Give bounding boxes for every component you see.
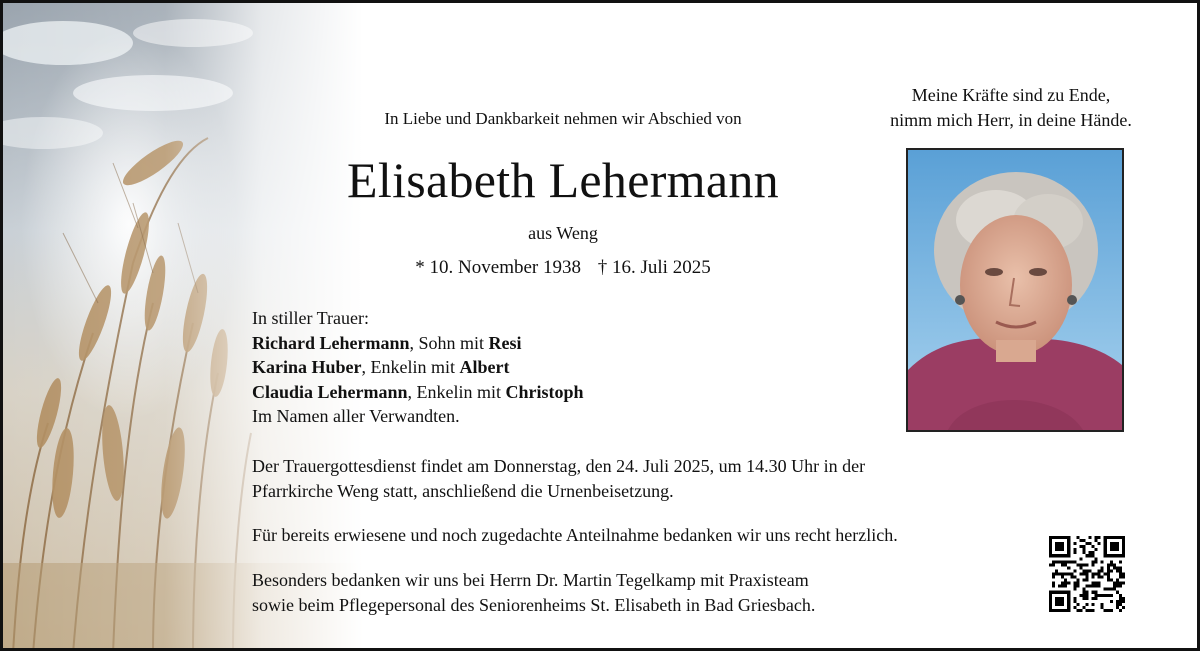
mourners-closing: Im Namen aller Verwandten. [252,406,460,426]
service-info [252,454,1012,504]
verse [861,83,1161,133]
mourner-relation: , Enkelin mit [361,357,460,377]
deceased-name: Elisabeth Lehermann [347,152,779,208]
thanks-line: Besonders bedanken wir uns bei Herrn Dr. Martin Tegelkamp mit Praxisteam [252,570,809,590]
life-dates [263,257,863,279]
service-line: Der Trauergottesdienst findet am Donnerstag, den 24. Juli 2025, um 14.30 Uhr in der [252,456,866,476]
mourner-entry [252,355,584,380]
mourner-entry [252,380,584,405]
qr-code-icon[interactable] [1049,536,1125,612]
mourner-partner: Resi [488,332,522,353]
intro-text: In Liebe und Dankbarkeit nehmen wir Abschied von [384,109,742,128]
birth-date: * 10. November 1938 [415,257,581,278]
mourner-relation: , Enkelin mit [407,381,506,402]
origin-text: aus Weng [528,223,598,243]
mourner-relation: , Sohn mit [409,332,489,353]
portrait-photo-icon [906,148,1124,432]
mourner-name: Claudia Lehermann [252,381,408,402]
mourner-partner: Albert [459,357,510,377]
mourner-name: Richard Lehermann [252,332,410,353]
death-date: † 16. Juli 2025 [597,257,711,278]
mourners-list [252,306,584,429]
thanks-special [252,568,1012,618]
verse-line: nimm mich Herr, in deine Hände. [890,110,1132,130]
verse-line: Meine Kräfte sind zu Ende, [911,85,1111,105]
thanks-line: sowie beim Pflegepersonal des Seniorenheims St. Elisabeth in Bad Griesbach. [252,595,816,615]
mourner-partner: Christoph [505,381,584,402]
mourner-name: Karina Huber [252,357,362,377]
thanks-general: Für bereits erwiesene und noch zugedachte Anteilnahme bedanken wir uns recht herzlich. [252,525,898,545]
mourners-heading: In stiller Trauer: [252,308,369,328]
mourner-entry [252,331,584,356]
service-line: Pfarrkirche Weng statt, anschließend die Urnenbeisetzung. [252,481,674,501]
